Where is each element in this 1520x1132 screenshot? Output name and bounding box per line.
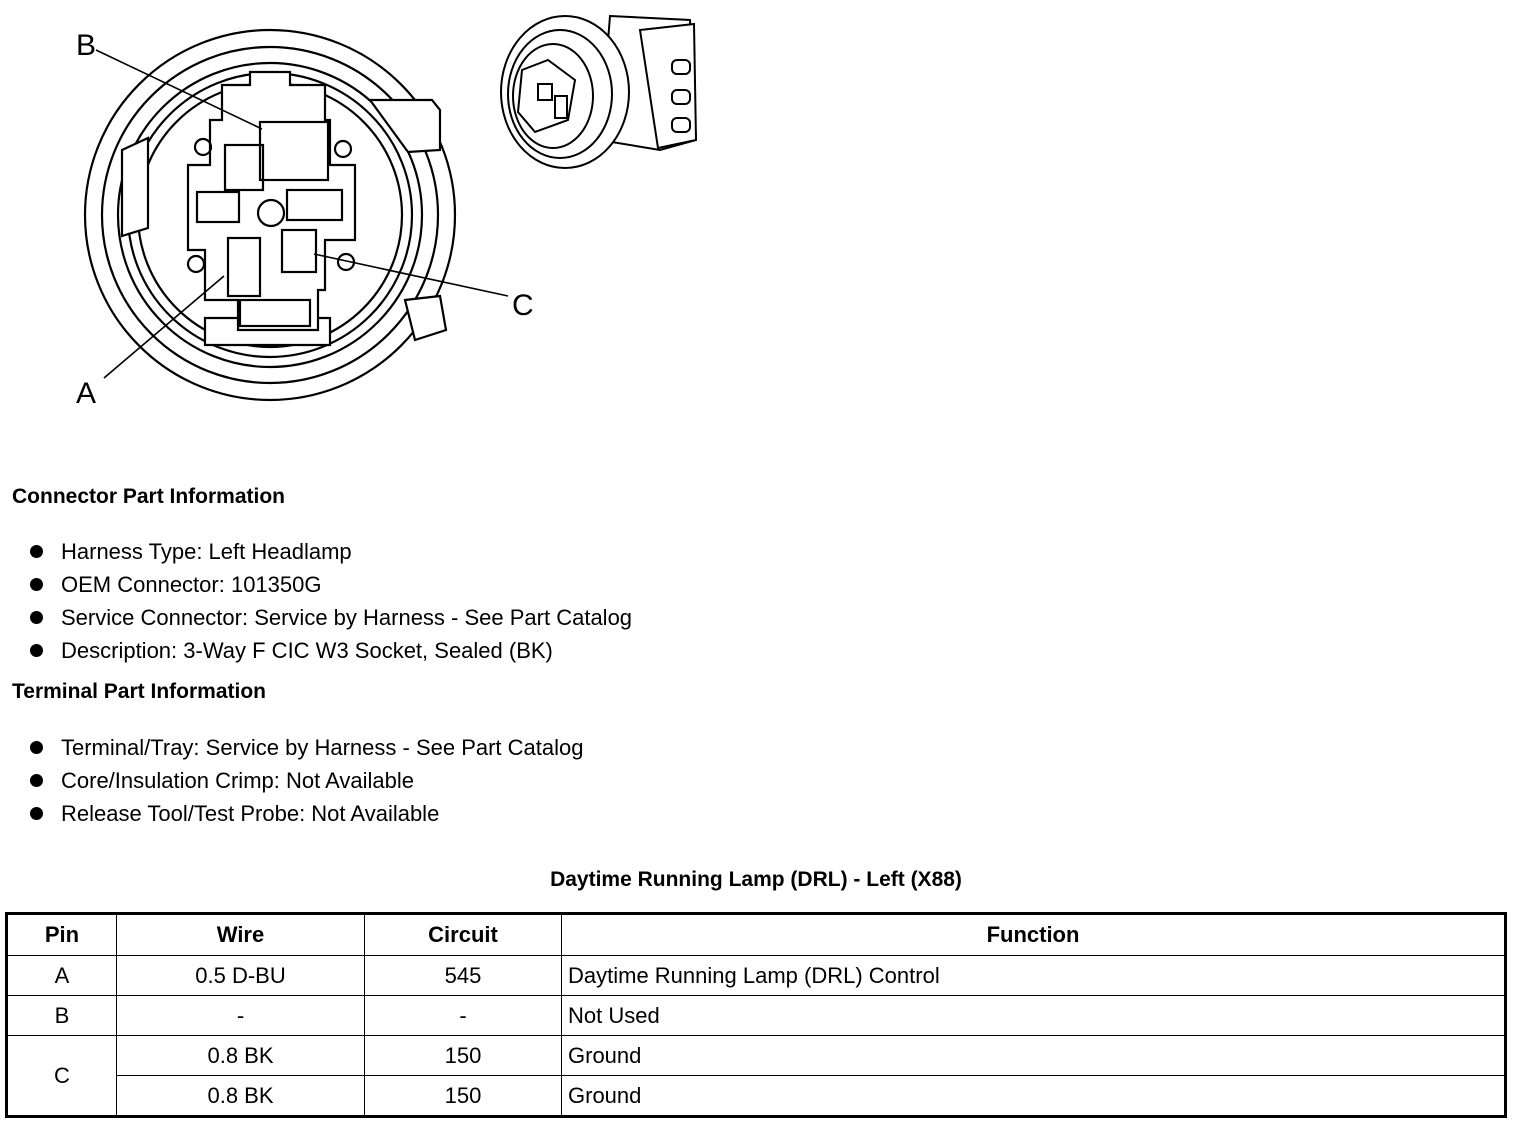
table-row bbox=[7, 956, 1506, 996]
function-cell: Ground bbox=[562, 1036, 1506, 1076]
header-wire: Wire bbox=[117, 914, 365, 956]
table-row bbox=[7, 1036, 1506, 1076]
circuit-cell: 545 bbox=[365, 956, 562, 996]
wire-cell: 0.5 D-BU bbox=[117, 956, 365, 996]
list-item: OEM Connector: 101350G bbox=[30, 570, 632, 603]
header-pin: Pin bbox=[7, 914, 117, 956]
wire-cell: 0.8 BK bbox=[117, 1076, 365, 1117]
circuit-cell: - bbox=[365, 996, 562, 1036]
list-item: Core/Insulation Crimp: Not Available bbox=[30, 766, 584, 799]
bullet-icon bbox=[30, 741, 43, 754]
connector-diagram bbox=[0, 0, 760, 430]
wire-cell: 0.8 BK bbox=[117, 1036, 365, 1076]
bullet-icon bbox=[30, 774, 43, 787]
header-function: Function bbox=[562, 914, 1506, 956]
list-item: Harness Type: Left Headlamp bbox=[30, 537, 632, 570]
callout-c: C bbox=[512, 289, 534, 322]
callout-b: B bbox=[76, 29, 97, 62]
table-row bbox=[7, 1076, 1506, 1117]
circuit-cell: 150 bbox=[365, 1076, 562, 1117]
table-row bbox=[7, 996, 1506, 1036]
connector-info-list bbox=[30, 537, 632, 669]
pin-table-title: Daytime Running Lamp (DRL) - Left (X88) bbox=[550, 868, 962, 891]
list-item: Service Connector: Service by Harness - See Part Catalog bbox=[30, 603, 632, 636]
function-cell: Daytime Running Lamp (DRL) Control bbox=[562, 956, 1506, 996]
list-item: Description: 3-Way F CIC W3 Socket, Sealed (BK) bbox=[30, 636, 632, 669]
list-item: Terminal/Tray: Service by Harness - See Part Catalog bbox=[30, 733, 584, 766]
terminal-info-list bbox=[30, 733, 584, 832]
bullet-icon bbox=[30, 578, 43, 591]
function-cell: Ground bbox=[562, 1076, 1506, 1117]
wire-cell: - bbox=[117, 996, 365, 1036]
circuit-cell: 150 bbox=[365, 1036, 562, 1076]
connector-iso-view bbox=[501, 16, 696, 168]
connector-info-heading: Connector Part Information bbox=[12, 485, 286, 508]
pin-cell: C bbox=[7, 1036, 117, 1117]
list-item: Release Tool/Test Probe: Not Available bbox=[30, 799, 584, 832]
bullet-icon bbox=[30, 807, 43, 820]
pin-cell: B bbox=[7, 996, 117, 1036]
bullet-icon bbox=[30, 644, 43, 657]
pin-table bbox=[5, 912, 1507, 1118]
callout-a: A bbox=[76, 377, 97, 410]
table-header-row bbox=[7, 914, 1506, 956]
terminal-info-heading: Terminal Part Information bbox=[12, 680, 266, 703]
pin-cell: A bbox=[7, 956, 117, 996]
bullet-icon bbox=[30, 545, 43, 558]
function-cell: Not Used bbox=[562, 996, 1506, 1036]
header-circuit: Circuit bbox=[365, 914, 562, 956]
bullet-icon bbox=[30, 611, 43, 624]
